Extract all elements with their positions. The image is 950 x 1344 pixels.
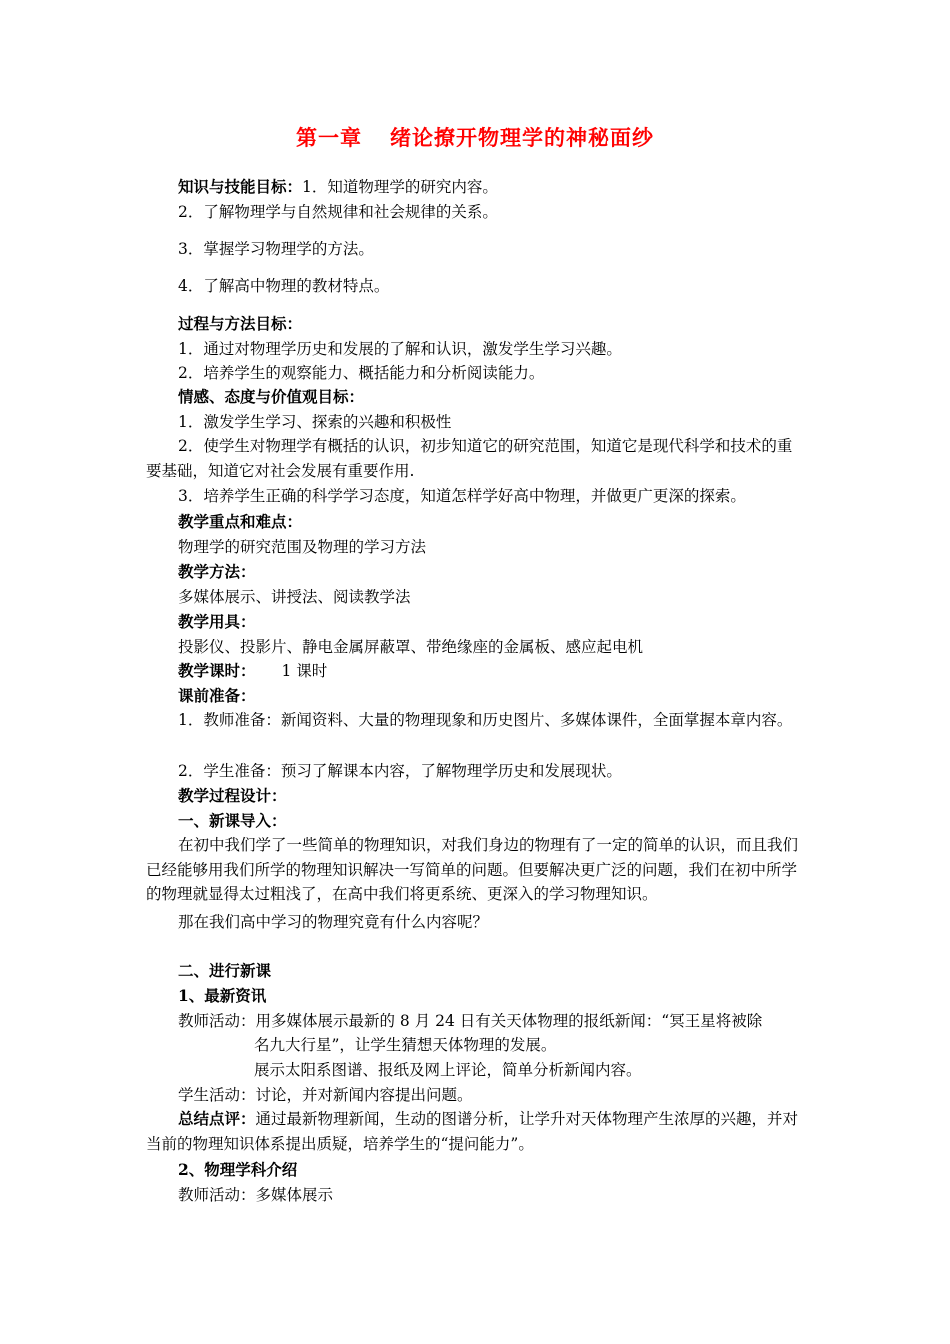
prep-label: 课前准备： (178, 686, 256, 705)
page-title (0, 122, 950, 152)
knowledge-goals-label: 知识与技能目标： (178, 177, 303, 196)
intro-paragraph: 那在我们高中学习的物理究竟有什么内容呢？ (178, 913, 489, 931)
summary-paragraph (146, 1107, 804, 1156)
prep-item: 1．教师准备：新闻资料、大量的物理现象和历史图片、多媒体课件，全面掌握本章内容。 (178, 711, 793, 729)
teacher-activity: 展示太阳系图谱、报纸及网上评论，简单分析新闻内容。 (254, 1061, 642, 1079)
knowledge-item: 3．掌握学习物理学的方法。 (178, 240, 374, 258)
key-points-label: 教学重点和难点： (178, 512, 303, 531)
method-label: 教学方法： (178, 562, 256, 581)
intro-label: 一、新课导入： (178, 811, 287, 830)
prep-item: 2．学生准备：预习了解课本内容，了解物理学历史和发展现状。 (178, 762, 622, 780)
process-item: 1．通过对物理学历史和发展的了解和认识，激发学生学习兴趣。 (178, 340, 622, 358)
emotion-item: 3．培养学生正确的科学学习态度，知道怎样学好高中物理，并做更广更深的探索。 (178, 487, 746, 505)
method-text: 多媒体展示、讲授法、阅读教学法 (178, 588, 411, 606)
emotion-goals-label: 情感、态度与价值观目标： (178, 387, 365, 406)
intro-paragraph: 在初中我们学了一些简单的物理知识，对我们身边的物理有了一定的简单的认识，而且我们已经能够用我们所学的物理知识解决一写简单的问题。但要解决更广泛的问题，我们在初中所学的物理就显得太过粗浅了，在高中我们将更系统、更深入的学习物理知识。 (146, 836, 799, 903)
student-activity: 学生活动：讨论，并对新闻内容提出问题。 (178, 1086, 473, 1104)
teacher-activity: 教师活动：多媒体展示 (178, 1186, 334, 1204)
knowledge-goals-line (178, 177, 498, 197)
summary-text: 通过最新物理新闻，生动的图谱分析，让学升对天体物理产生浓厚的兴趣，并对当前的物理知识体系提出质疑，培养学生的“提问能力”。 (146, 1110, 799, 1153)
chapter-number: 第一章 (296, 125, 362, 150)
subject-intro-label: 2、物理学科介绍 (178, 1160, 298, 1179)
knowledge-item: 4．了解高中物理的教材特点。 (178, 277, 390, 295)
emotion-item: 2．使学生对物理学有概括的认识，初步知道它的研究范围，知道它是现代科学和技术的重要基础，知道它对社会发展有重要作用. (146, 437, 793, 480)
teacher-activity: 教师活动：用多媒体展示最新的 8 月 24 日有关天体物理的报纸新闻：“冥王星将被除 (178, 1012, 763, 1030)
teacher-activity: 名九大行星”，让学生猜想天体物理的发展。 (254, 1036, 557, 1054)
tools-text: 投影仪、投影片、静电金属屏蔽罩、带绝缘座的金属板、感应起电机 (178, 638, 644, 656)
hours-line (178, 661, 327, 681)
knowledge-item: 1．知道物理学的研究内容。 (302, 178, 498, 196)
process-item: 2．培养学生的观察能力、概括能力和分析阅读能力。 (178, 364, 545, 382)
hours-text: 1 课时 (281, 662, 328, 680)
key-points-text: 物理学的研究范围及物理的学习方法 (178, 538, 427, 556)
chapter-title: 绪论撩开物理学的神秘面纱 (390, 125, 654, 150)
new-lesson-label: 二、进行新课 (178, 961, 272, 980)
news-label: 1、最新资讯 (178, 986, 267, 1005)
tools-label: 教学用具： (178, 612, 256, 631)
design-label: 教学过程设计： (178, 786, 287, 805)
process-goals-label: 过程与方法目标： (178, 314, 303, 333)
knowledge-item: 2．了解物理学与自然规律和社会规律的关系。 (178, 203, 498, 221)
emotion-item: 1．激发学生学习、探索的兴趣和积极性 (178, 413, 452, 431)
hours-label: 教学课时： (178, 661, 256, 680)
summary-label: 总结点评： (178, 1109, 256, 1128)
